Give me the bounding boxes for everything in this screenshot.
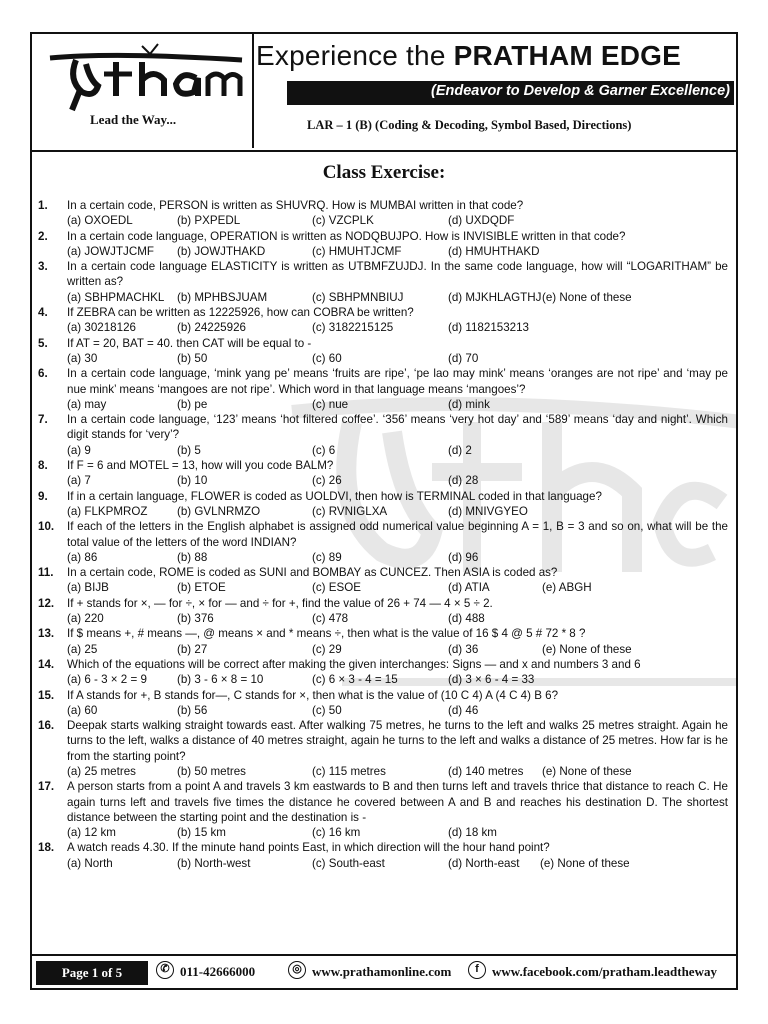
question-number: 5.	[38, 336, 48, 350]
answer-option: (b) 27	[177, 642, 208, 656]
question-text: If F = 6 and MOTEL = 13, how will you code BALM?	[67, 459, 334, 473]
question-number: 8.	[38, 459, 48, 473]
question-item	[38, 412, 728, 458]
question-body	[67, 336, 728, 367]
answer-option: (b) GVLNRMZO	[177, 504, 261, 518]
question-text: If + stands for ×, — for ÷, × for — and ÷ for +, find the value of 26 + 74 — 4 × 5 ÷ 2.	[67, 596, 493, 610]
title-brand: PRATHAM EDGE	[453, 40, 682, 71]
answer-option: (b) 376	[177, 612, 214, 626]
question-text: In a certain code language, OPERATION is written as NODQBUJPO. How is INVISIBLE written in that code?	[67, 229, 626, 243]
facebook-icon: f	[468, 961, 486, 979]
answer-option: (b) 56	[177, 703, 208, 717]
answer-option: (c) SBHPMNBIUJ	[312, 290, 404, 304]
question-text: If in a certain language, FLOWER is coded as UOLDVI, then how is TERMINAL coded in that language?	[67, 489, 602, 503]
option-row	[67, 290, 728, 305]
answer-option: (a) 30	[67, 351, 98, 365]
question-text: In a certain code, PERSON is written as SHUVRQ. How is MUMBAI written in that code?	[67, 199, 524, 212]
question-item	[38, 688, 728, 719]
pratham-logo-icon	[46, 40, 251, 122]
answer-option: (c) 50	[312, 703, 342, 717]
answer-option: (e) None of these	[542, 764, 632, 778]
answer-option: (a) may	[67, 397, 107, 411]
question-body	[67, 840, 728, 871]
answer-option: (b) 24225926	[177, 321, 246, 335]
answer-option: (c) 89	[312, 550, 342, 564]
question-number: 12.	[38, 596, 55, 610]
question-number: 11.	[38, 566, 54, 580]
option-row	[67, 642, 728, 657]
question-text: If ZEBRA can be written as 12225926, how can COBRA be written?	[67, 306, 414, 320]
question-number: 2.	[38, 229, 48, 243]
question-item	[38, 198, 728, 229]
question-body	[67, 565, 728, 596]
answer-option: (d) 46	[448, 703, 479, 717]
option-row	[67, 397, 728, 412]
answer-option: (a) 60	[67, 703, 98, 717]
question-body	[67, 688, 728, 719]
answer-option: (c) 16 km	[312, 826, 361, 840]
question-item	[38, 366, 728, 412]
answer-option: (a) OXOEDL	[67, 214, 133, 228]
question-text: In a certain code, ROME is coded as SUNI and BOMBAY as CUNCEZ. Then ASIA is coded as?	[67, 566, 558, 580]
question-text: Deepak starts walking straight towards east. After walking 75 metres, he turns to the left and walks 25 metres straight. Again he turns to the left, walks a distance of 40 metres straight, again he turns to the left and walks a distance of 25 metres. How far is he from the starting point?	[67, 719, 728, 763]
question-text: Which of the equations will be correct after making the given interchanges: Signs — and x and numbers 3 and 6	[67, 657, 641, 671]
option-row	[67, 856, 728, 871]
answer-option: (a) 25 metres	[67, 764, 136, 778]
globe-icon: ◎	[288, 961, 306, 979]
question-item	[38, 229, 728, 260]
tagline: Lead the Way...	[90, 112, 177, 127]
option-row	[67, 244, 728, 259]
header-subtitle: LAR – 1 (B) (Coding & Decoding, Symbol Based, Directions)	[307, 118, 632, 132]
question-body	[67, 229, 728, 260]
question-item	[38, 336, 728, 367]
answer-option: (d) mink	[448, 397, 490, 411]
answer-option: (d) 1182153213	[448, 321, 530, 335]
motto-bar	[287, 81, 734, 105]
answer-option: (c) 6 × 3 - 4 = 15	[312, 673, 398, 687]
answer-option: (c) 478	[312, 612, 349, 626]
answer-option: (c) 115 metres	[312, 764, 386, 778]
answer-option: (c) VZCPLK	[312, 214, 374, 228]
answer-option: (b) JOWJTHAKD	[177, 244, 266, 258]
answer-option: (a) 25	[67, 642, 98, 656]
question-text: If AT = 20, BAT = 40. then CAT will be equal to -	[67, 336, 312, 350]
option-row	[67, 825, 728, 840]
answer-option: (c) South-east	[312, 856, 385, 870]
question-item	[38, 626, 728, 657]
answer-option: (a) 6 - 3 × 2 = 9	[67, 673, 147, 687]
answer-option: (b) pe	[177, 397, 208, 411]
phone-icon: ✆	[156, 961, 174, 979]
answer-option: (d) 488	[448, 612, 485, 626]
question-body	[67, 657, 728, 688]
option-row	[67, 672, 728, 687]
motto: (Endeavor to Develop & Garner Excellence)	[431, 83, 730, 99]
question-item	[38, 779, 728, 840]
question-number: 6.	[38, 367, 48, 381]
answer-option: (d) 3 × 6 - 4 = 33	[448, 673, 535, 687]
question-body	[67, 412, 728, 458]
option-row	[67, 443, 728, 458]
option-row	[67, 213, 728, 228]
answer-option: (a) FLKPMROZ	[67, 504, 148, 518]
question-number: 10.	[38, 520, 55, 534]
answer-option: (d) 140 metres	[448, 764, 524, 778]
header	[32, 34, 736, 152]
answer-option: (c) 26	[312, 474, 342, 488]
answer-option: (a) 30218126	[67, 321, 136, 335]
answer-option: (c) 6	[312, 443, 336, 457]
question-number: 17.	[38, 780, 55, 794]
answer-option: (b) 50 metres	[177, 764, 246, 778]
question-item	[38, 305, 728, 336]
option-row	[67, 473, 728, 488]
answer-option: (d) 28	[448, 474, 479, 488]
option-row	[67, 580, 728, 595]
question-number: 15.	[38, 688, 55, 702]
answer-option: (a) 9	[67, 443, 91, 457]
question-item	[38, 657, 728, 688]
answer-option: (a) JOWJTJCMF	[67, 244, 154, 258]
question-item	[38, 259, 728, 305]
answer-option: (a) SBHPMACHKL	[67, 290, 165, 304]
answer-option: (c) HMUHTJCMF	[312, 244, 402, 258]
question-body	[67, 718, 728, 779]
answer-option: (a) 7	[67, 474, 91, 488]
answer-option: (e) None of these	[540, 856, 630, 870]
question-text: In a certain code language ELASTICITY is written as UTBMFZUJDJ. In the same code language, how will “LOGARITHAM” be written as?	[67, 260, 728, 289]
answer-option: (d) HMUHTHAKD	[448, 244, 540, 258]
question-body	[67, 198, 728, 229]
question-body	[67, 489, 728, 520]
answer-option: (c) RVNIGLXA	[312, 504, 388, 518]
answer-option: (b) 88	[177, 550, 208, 564]
logo	[32, 34, 254, 148]
question-text: If $ means +, # means —, @ means × and * means ÷, then what is the value of 16 $ 4 @ 5 # 72 * 8 ?	[67, 627, 586, 641]
question-number: 4.	[38, 306, 48, 320]
phone-number: 011-42666000	[180, 964, 256, 979]
question-body	[67, 626, 728, 657]
question-item	[38, 519, 728, 565]
title-prefix: Experience the	[256, 40, 454, 71]
question-item	[38, 718, 728, 779]
answer-option: (c) nue	[312, 397, 349, 411]
website-link[interactable]: www.prathamonline.com	[312, 964, 452, 979]
answer-option: (a) 12 km	[67, 826, 116, 840]
page-number: Page 1 of 5	[36, 961, 148, 985]
answer-option: (d) 2	[448, 443, 472, 457]
answer-option: (d) North-east	[448, 856, 520, 870]
answer-option: (d) 36	[448, 642, 479, 656]
answer-option: (b) 3 - 6 × 8 = 10	[177, 673, 264, 687]
question-body	[67, 596, 728, 627]
question-text: A person starts from a point A and travels 3 km eastwards to B and then turns left and travels thrice that distance to reach C. He again turns left and travels five times the distance he covered between A and B and reaches his destination D. The shortest distance between the starting point and the destination is -	[67, 780, 728, 824]
question-item	[38, 840, 728, 871]
option-row	[67, 351, 728, 366]
answer-option: (e) ABGH	[542, 581, 592, 595]
answer-option: (b) ETOE	[177, 581, 226, 595]
answer-option: (b) 10	[177, 474, 208, 488]
question-body	[67, 366, 728, 412]
question-body	[67, 779, 728, 840]
answer-option: (b) 50	[177, 351, 208, 365]
option-row	[67, 611, 728, 626]
question-item	[38, 489, 728, 520]
question-body	[67, 519, 728, 565]
answer-option: (b) MPHBSJUAM	[177, 290, 268, 304]
question-body	[67, 259, 728, 305]
answer-option: (b) 15 km	[177, 826, 226, 840]
question-number: 13.	[38, 627, 55, 641]
answer-option: (a) 220	[67, 612, 104, 626]
question-text: A watch reads 4.30. If the minute hand points East, in which direction will the hour hand point?	[67, 841, 550, 855]
answer-option: (d) 70	[448, 351, 479, 365]
answer-option: (b) North-west	[177, 856, 251, 870]
question-number: 14.	[38, 657, 55, 671]
question-body	[67, 305, 728, 336]
option-row	[67, 703, 728, 718]
question-number: 16.	[38, 719, 55, 733]
question-number: 9.	[38, 489, 48, 503]
question-text: In a certain code language, ‘mink yang pe’ means ‘fruits are ripe’, ‘pe lao may mink’ means ‘oranges are not ripe’ and ‘may pe nue mink’ means ‘mangoes are not ripe’. Which word in that language means ‘mangoes’?	[67, 367, 728, 396]
answer-option: (d) MNIVGYEO	[448, 504, 528, 518]
question-item	[38, 565, 728, 596]
option-row	[67, 764, 728, 779]
answer-option: (a) BIJB	[67, 581, 109, 595]
answer-option: (e) None of these	[542, 290, 632, 304]
answer-option: (c) 60	[312, 351, 342, 365]
option-row	[67, 320, 728, 335]
answer-option: (d) 18 km	[448, 826, 497, 840]
footer	[32, 954, 736, 990]
content	[32, 152, 736, 952]
answer-option: (d) 96	[448, 550, 479, 564]
answer-option: (c) 29	[312, 642, 342, 656]
section-title: Class Exercise:	[322, 162, 446, 183]
answer-option: (a) North	[67, 856, 113, 870]
facebook-link[interactable]: www.facebook.com/pratham.leadtheway	[492, 964, 717, 979]
answer-option: (a) 86	[67, 550, 98, 564]
question-item	[38, 458, 728, 489]
question-number: 18.	[38, 841, 55, 855]
question-number: 7.	[38, 413, 48, 427]
answer-option: (d) UXDQDF	[448, 214, 515, 228]
option-row	[67, 550, 728, 565]
answer-option: (c) 3182215125	[312, 321, 394, 335]
page-frame	[30, 32, 738, 990]
header-title	[256, 40, 681, 72]
option-row	[67, 504, 728, 519]
answer-option: (b) 5	[177, 443, 201, 457]
question-text: If each of the letters in the English alphabet is assigned odd numerical value beginning A = 1, B = 3 and so on, what will be the total value of the letters of the word INDIAN?	[67, 520, 728, 549]
question-text: If A stands for +, B stands for—, C stands for ×, then what is the value of (10 C 4) A (4 C 4) B 6?	[67, 688, 559, 702]
answer-option: (e) None of these	[542, 642, 632, 656]
question-item	[38, 596, 728, 627]
answer-option: (c) ESOE	[312, 581, 361, 595]
answer-option: (d) ATIA	[448, 581, 490, 595]
question-number: 1.	[38, 199, 48, 212]
answer-option: (d) MJKHLAGTHJ	[448, 290, 542, 304]
question-list	[38, 198, 728, 871]
question-number: 3.	[38, 260, 48, 274]
question-body	[67, 458, 728, 489]
question-text: In a certain code language, ‘123’ means ‘hot filtered coffee’. ‘356’ means ‘very hot day’ and ‘589’ means ‘day and night’. Which digit stands for ‘very’?	[67, 413, 728, 442]
answer-option: (b) PXPEDL	[177, 214, 241, 228]
